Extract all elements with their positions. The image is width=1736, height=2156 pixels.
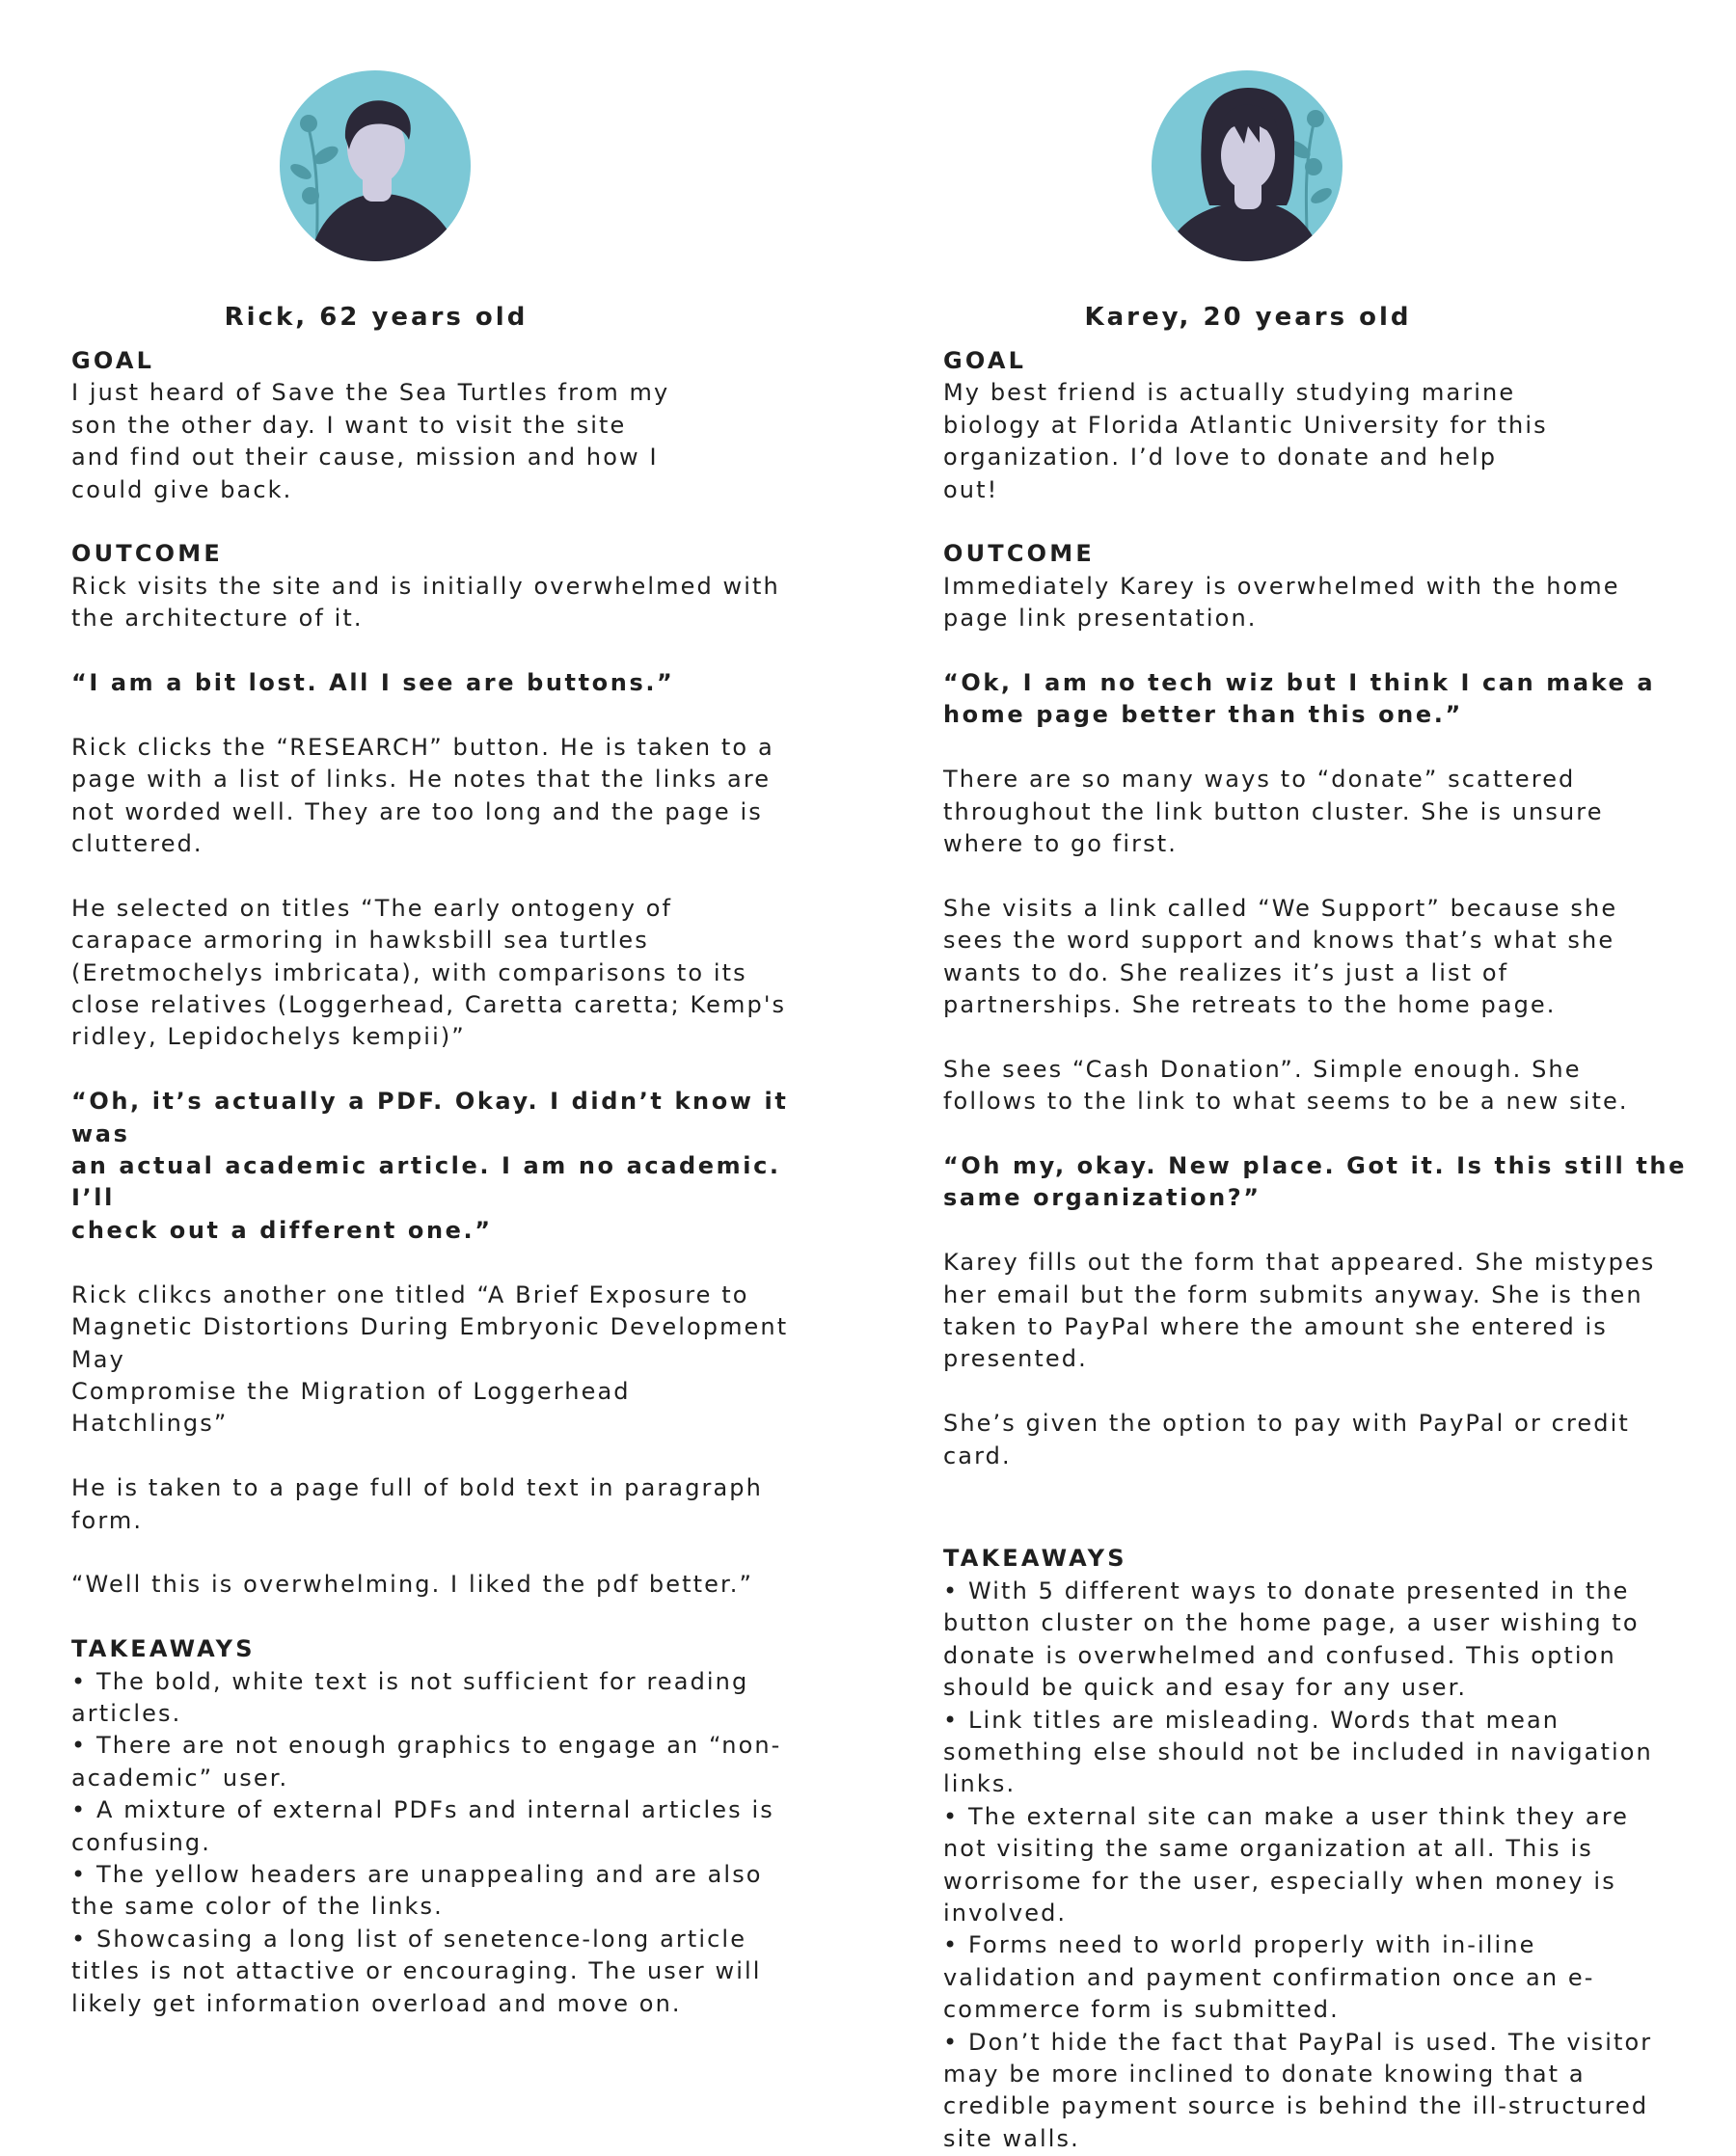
outcome-text: Rick visits the site and is initially overwhelmed with the architecture of it. xyxy=(71,572,780,633)
takeaway-item: • Don’t hide the fact that PayPal is used. The visitor may be more inclined to donate knowing that a credible payment source is behind the ill-structured site walls. xyxy=(943,2028,1653,2152)
takeaway-item: • The external site can make a user think they are not visiting the same organization at all. This is worrisome for the user, especially when money is involved. xyxy=(943,1802,1630,1927)
takeaways-list xyxy=(943,1576,1695,2155)
paragraph-3: She sees “Cash Donation”. Simple enough. She follows to the link to what seems to be a new site. xyxy=(943,1055,1629,1116)
male-avatar-icon xyxy=(280,70,471,261)
takeaways-heading: TAKEAWAYS xyxy=(943,1545,1127,1573)
persona-content xyxy=(943,345,1695,2155)
quote-2: “Oh my, okay. New place. Got it. Is this still the same organization?” xyxy=(943,1152,1687,1212)
takeaway-item: • With 5 different ways to donate presented in the button cluster on the home page, a user wishing to donate is overwhelmed and confused. This option should be quick and esay for any user. xyxy=(943,1577,1640,1702)
paragraph-5: She’s given the option to pay with PayPal or credit card. xyxy=(943,1410,1630,1469)
paragraph-1: There are so many ways to “donate” scattered throughout the link button cluster. She is unsure where to go first. xyxy=(943,766,1604,858)
paragraph-2: She visits a link called “We Support” because she sees the word support and knows that’s what she wants to do. She realizes it’s just a list of partnerships. She retreats to the home page. xyxy=(943,894,1618,1019)
outcome-heading: OUTCOME xyxy=(71,540,223,568)
outcome-text: Immediately Karey is overwhelmed with the home page link presentation. xyxy=(943,572,1620,633)
paragraph-2: He selected on titles “The early ontogeny of carapace armoring in hawksbill sea turtles (Eretmochelys imbricata), with comparisons to its close relatives (Loggerhead, Caretta caretta; Kemp's ridley, Lepidochelys kempii)” xyxy=(71,894,787,1051)
persona-name: Rick, 62 years old xyxy=(224,303,529,332)
paragraph-4: Karey fills out the form that appeared. She mistypes her email but the form submits anyway. She is then taken to PayPal where the amount she entered is presented. xyxy=(943,1249,1656,1373)
persona-content xyxy=(71,345,824,2020)
female-avatar-icon xyxy=(1152,70,1343,261)
takeaway-item: • A mixture of external PDFs and internal articles is confusing. xyxy=(71,1796,774,1856)
paragraph-1: Rick clicks the “RESEARCH” button. He is taken to a page with a list of links. He notes that the links are not worded well. They are too long and the page is cluttered. xyxy=(71,733,774,858)
goal-heading: GOAL xyxy=(943,347,1027,374)
rick-avatar xyxy=(280,70,471,261)
goal-text: I just heard of Save the Sea Turtles from my son the other day. I want to visit the site and find out their cause, mission and how I could give back. xyxy=(71,379,670,503)
quote-1: “I am a bit lost. All I see are buttons.” xyxy=(71,669,675,697)
takeaway-item: • Forms need to world properly with in-iline validation and payment confirmation once an e- commerce form is submitted. xyxy=(943,1931,1595,2024)
takeaways-list xyxy=(71,1666,824,2020)
takeaway-item: • Link titles are misleading. Words that mean something else should not be included in navigation links. xyxy=(943,1706,1653,1798)
takeaway-item: • The yellow headers are unappealing and are also the same color of the links. xyxy=(71,1860,763,1921)
karey-avatar xyxy=(1152,70,1343,261)
quote-1: “Ok, I am no tech wiz but I think I can make a home page better than this one.” xyxy=(943,669,1656,729)
persona-name: Karey, 20 years old xyxy=(1084,303,1412,332)
takeaways-heading: TAKEAWAYS xyxy=(71,1635,256,1663)
paragraph-4: He is taken to a page full of bold text in paragraph form. xyxy=(71,1474,763,1534)
takeaway-item: • There are not enough graphics to engage an “non- academic” user. xyxy=(71,1732,782,1792)
outcome-heading: OUTCOME xyxy=(943,540,1095,568)
quote-2: “Oh, it’s actually a PDF. Okay. I didn’t know it was an actual academic article. I am no academic. I’ll check out a different one.” xyxy=(71,1088,789,1244)
paragraph-3: Rick clikcs another one titled “A Brief Exposure to Magnetic Distortions During Embryonic Development May Compromise the Migration of Loggerhead Hatchlings” xyxy=(71,1280,789,1438)
paragraph-5: “Well this is overwhelming. I liked the pdf better.” xyxy=(71,1571,754,1599)
goal-text: My best friend is actually studying marine biology at Florida Atlantic University for this organization. I’d love to donate and help out! xyxy=(943,379,1548,503)
takeaway-item: • Showcasing a long list of senetence-long article titles is not attactive or encouraging. The user will likely get information overload and move on. xyxy=(71,1925,762,2017)
goal-heading: GOAL xyxy=(71,347,155,374)
takeaway-item: • The bold, white text is not sufficient for reading articles. xyxy=(71,1667,749,1727)
